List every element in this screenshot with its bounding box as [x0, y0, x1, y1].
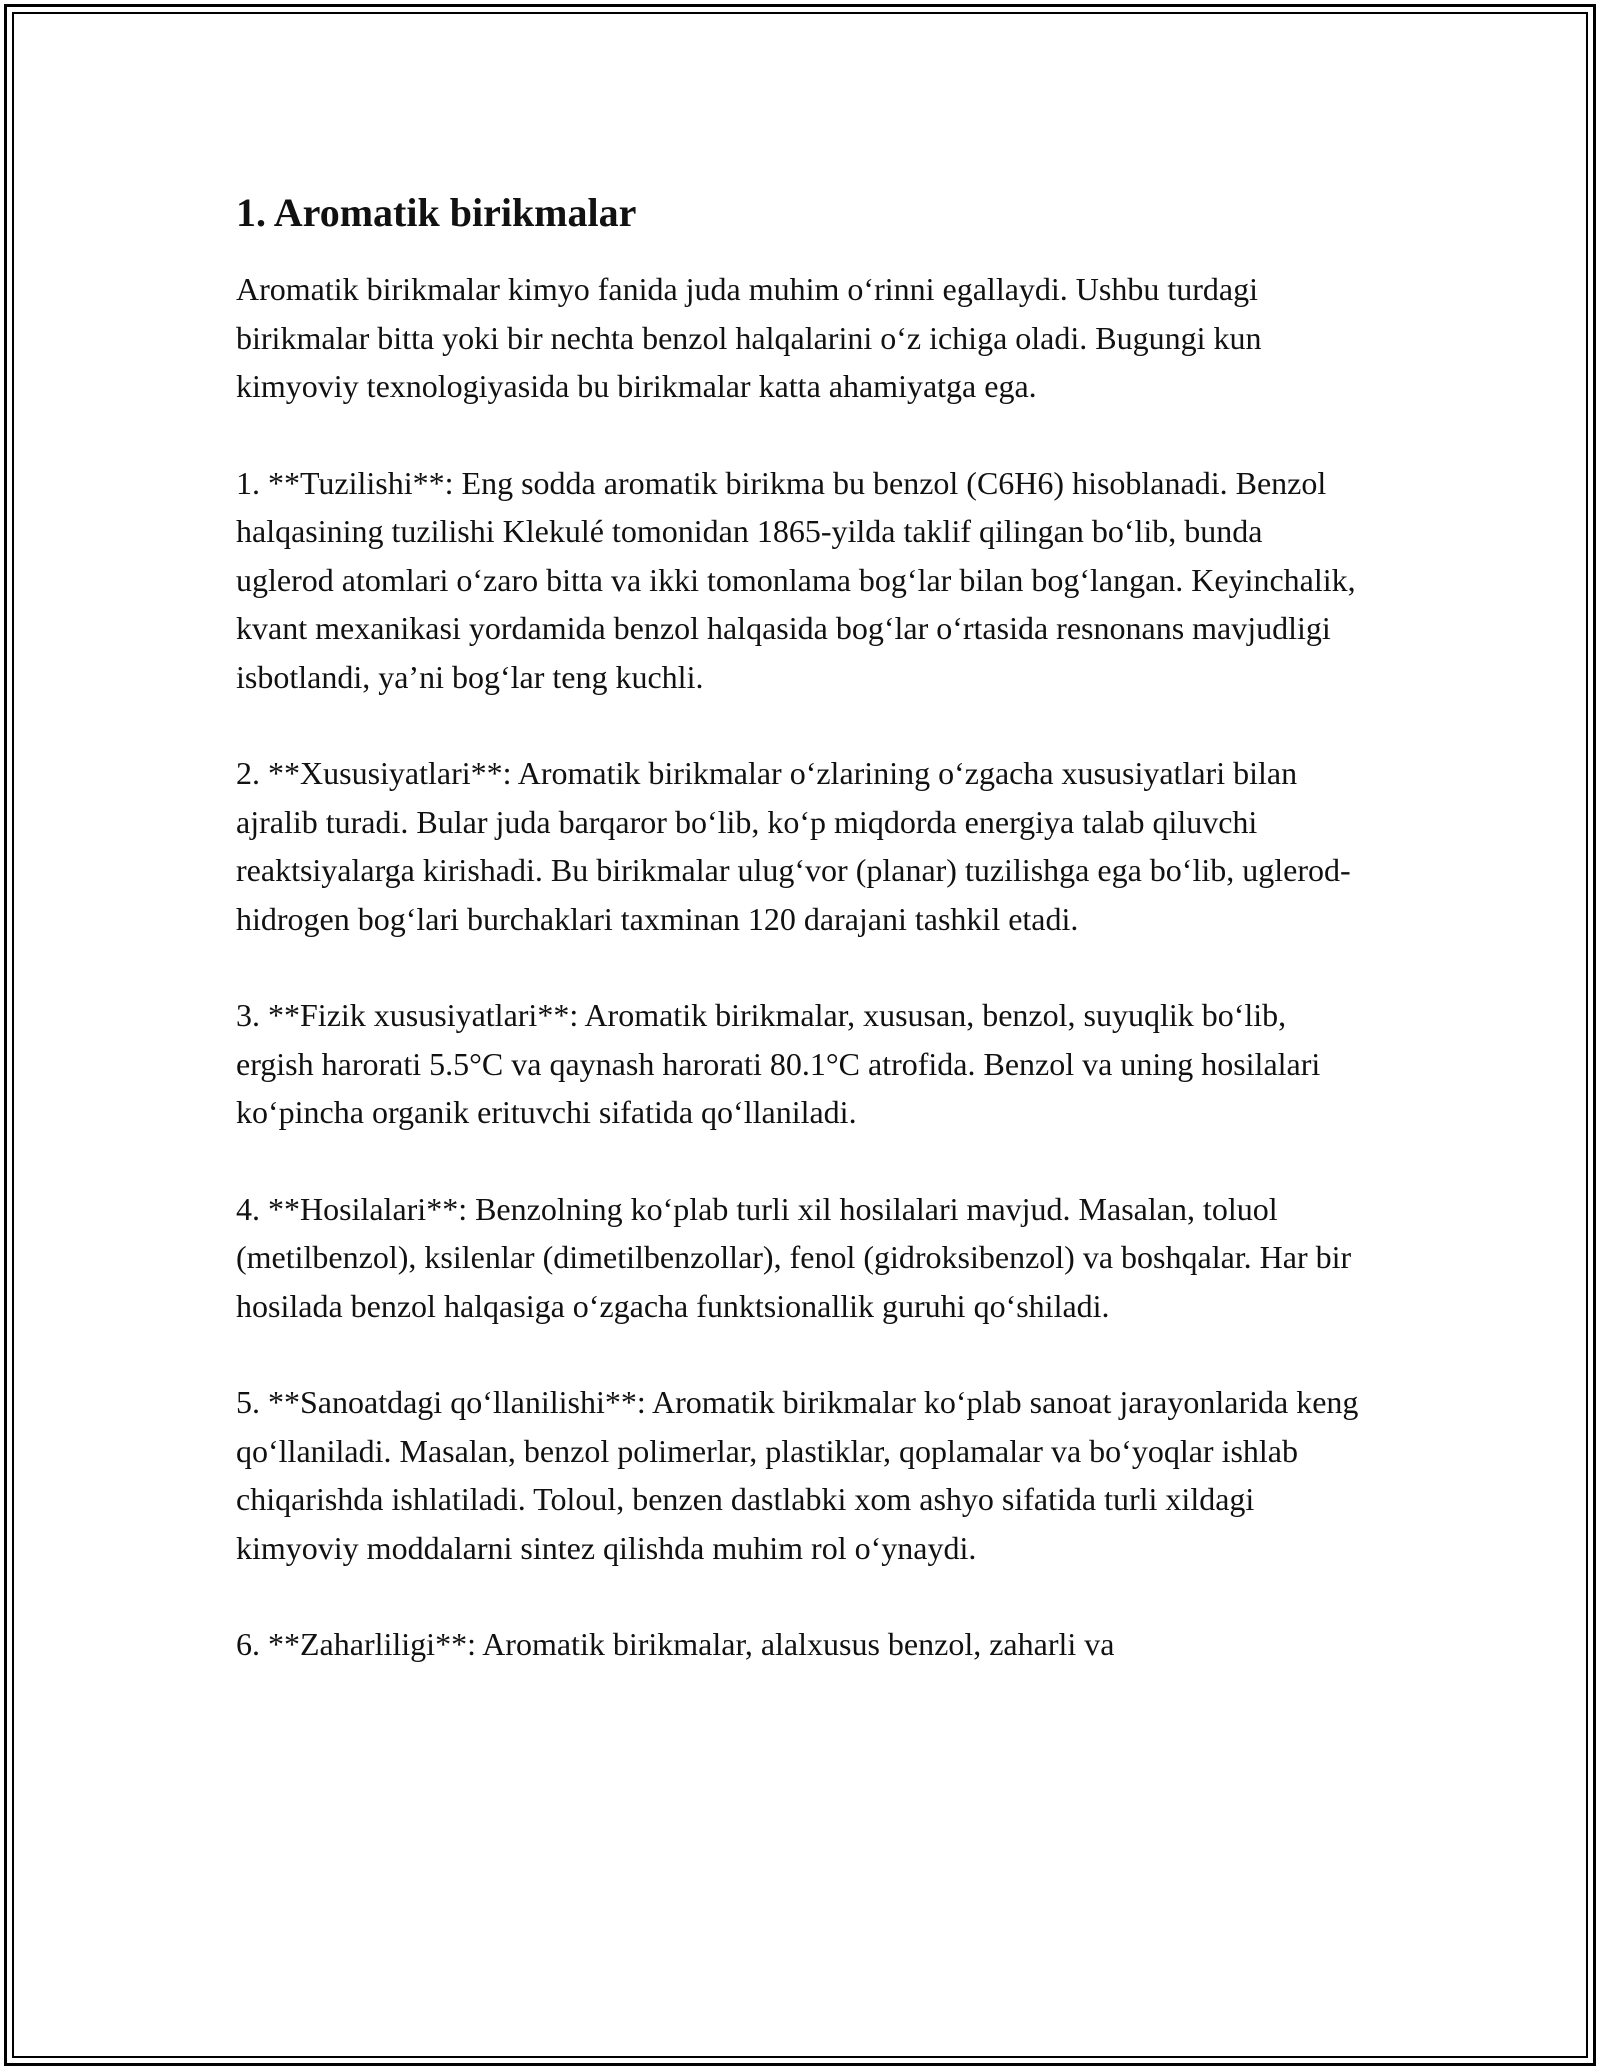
section-paragraph-2: 2. **Xususiyatlari**: Aromatik birikmalar o‘zlarining o‘zgacha xususiyatlari bilan ajralib turadi. Bular juda barqaror bo‘lib, ko‘p miqdorda energiya talab qiluvchi reaktsiyalarga kirishadi. Bu birikmalar ulug‘vor (planar) tuzilishga ega bo‘lib, uglerod-hidrogen bog‘lari burchaklari taxminan 120 darajani tashkil etadi. — [236, 755, 1351, 937]
document-title: 1. Aromatik birikmalar — [236, 190, 637, 235]
section-paragraph-4: 4. **Hosilalari**: Benzolning ko‘plab turli xil hosilalari mavjud. Masalan, toluol (metilbenzol), ksilenlar (dimetilbenzollar), fenol (gidroksibenzol) va boshqalar. Har bir hosilada benzol halqasiga o‘zgacha funktsionallik guruhi qo‘shiladi. — [236, 1190, 1352, 1324]
intro-paragraph: Aromatik birikmalar kimyo fanida juda muhim o‘rinni egallaydi. Ushbu turdagi birikmalar bitta yoki bir nechta benzol halqalarini o‘z ichiga oladi. Bugungi kun kimyoviy texnologiyasida bu birikmalar katta ahamiyatga ega. — [236, 271, 1262, 404]
document-body — [236, 185, 1366, 1669]
section-paragraph-6: 6. **Zaharliligi**: Aromatik birikmalar, alalxusus benzol, zaharli va — [236, 1626, 1115, 1662]
section-paragraph-3: 3. **Fizik xususiyatlari**: Aromatik birikmalar, xususan, benzol, suyuqlik bo‘lib, ergish harorati 5.5°C va qaynash harorati 80.1°C atrofida. Benzol va uning hosilalari ko‘pincha organik erituvchi sifatida qo‘llaniladi. — [236, 997, 1321, 1130]
section-paragraph-5: 5. **Sanoatdagi qo‘llanilishi**: Aromatik birikmalar ko‘plab sanoat jarayonlarida keng qo‘llaniladi. Masalan, benzol polimerlar, plastiklar, qoplamalar va bo‘yoqlar ishlab chiqarishda ishlatiladi. Toloul, benzen dastlabki xom ashyo sifatida turli xildagi kimyoviy moddalarni sintez qilishda muhim rol o‘ynaydi. — [236, 1384, 1359, 1566]
section-paragraph-1: 1. **Tuzilishi**: Eng sodda aromatik birikma bu benzol (C6H6) hisoblanadi. Benzol halqasining tuzilishi Klekulé tomonidan 1865-yilda taklif qilingan bo‘lib, bunda uglerod atomlari o‘zaro bitta va ikki tomonlama bog‘lar bilan bog‘langan. Keyinchalik, kvant mexanikasi yordamida benzol halqasida bog‘lar o‘rtasida resnonans mavjudligi isbotlandi, ya’ni bog‘lar teng kuchli. — [236, 464, 1356, 695]
